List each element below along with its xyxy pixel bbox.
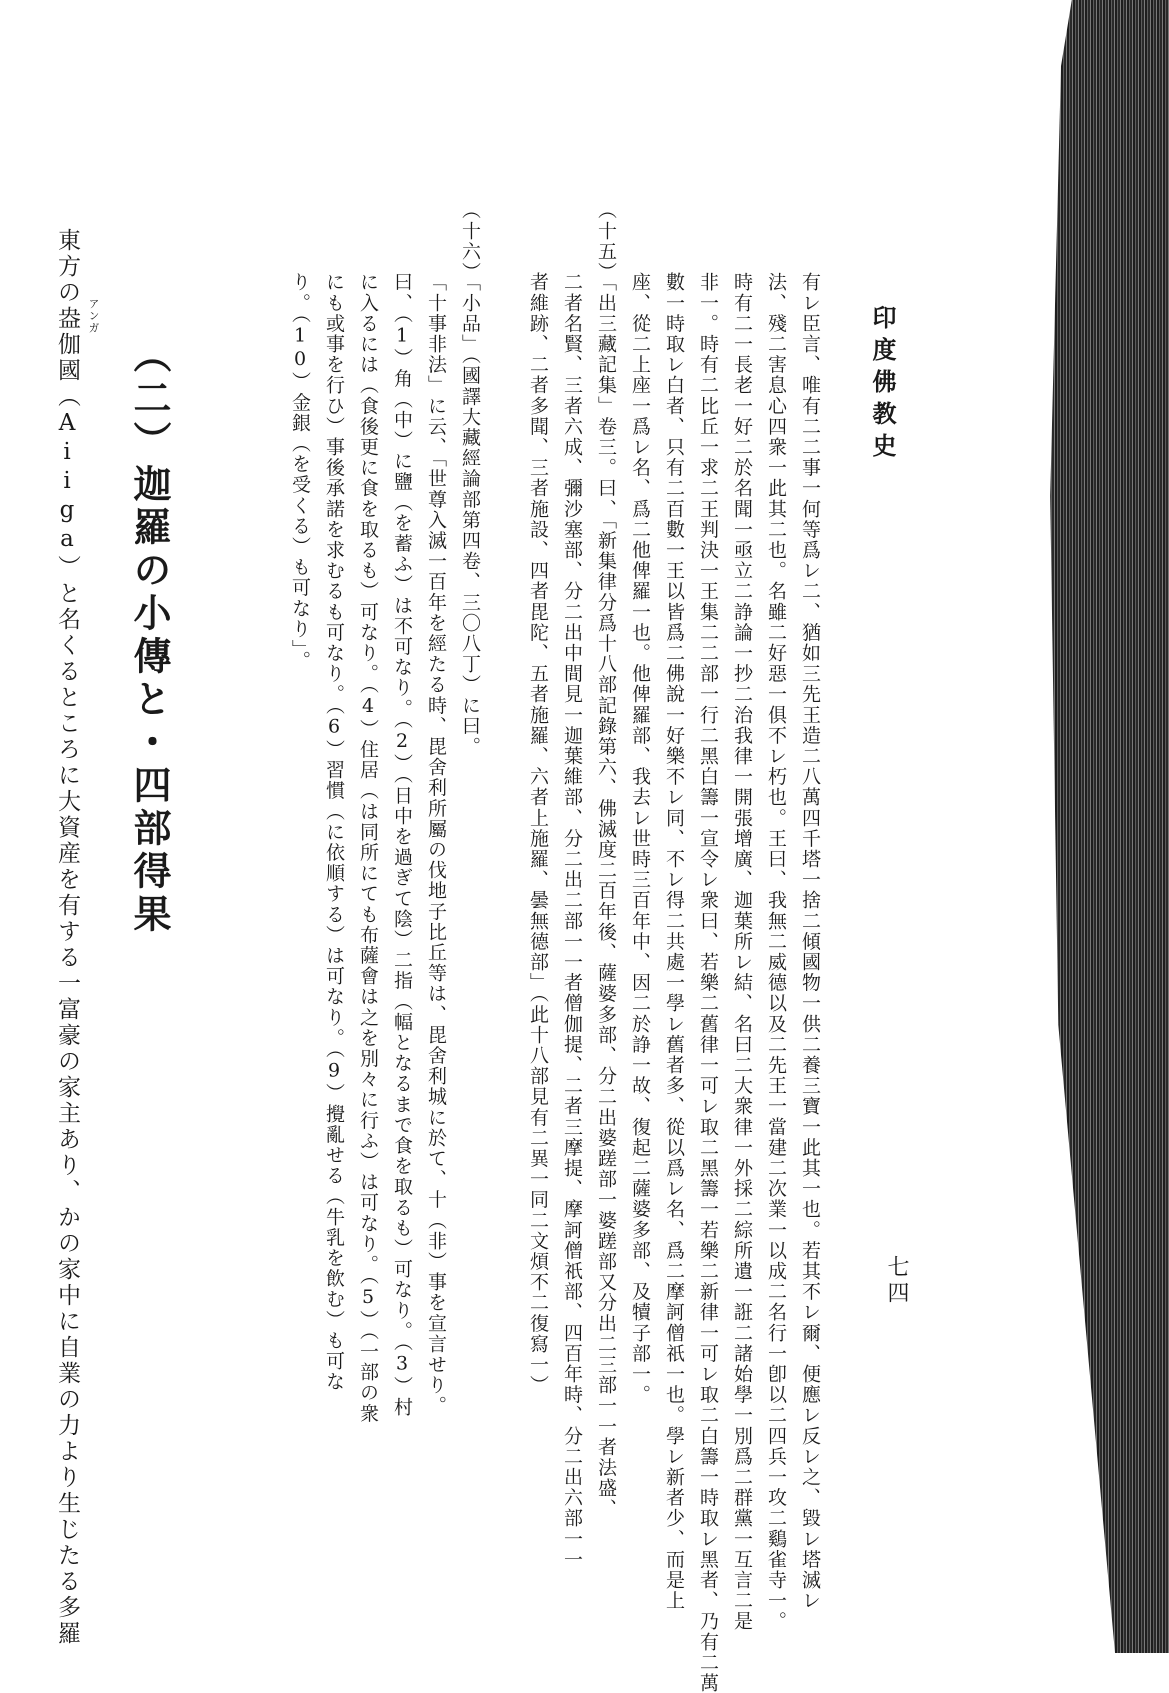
page-number: 七四	[884, 1255, 909, 1307]
text-column-3: 時有二一長老一好二於名聞一亟立二諍論一抄二治我律一開張增廣、迦葉所レ結、名曰二大衆律一外採二綜所遺一誑二諸始學一別爲二群黨一互言二是	[731, 272, 753, 1632]
text-column-2: 法、殘二害息心四衆一此其二也。名雖二好惡一俱不レ朽也。王曰、我無二威德以及二先王一當建二次業一以成二名行一卽以二四兵一攻二鷄雀寺一。	[765, 272, 787, 1632]
text-column-4: 非一。時有二比丘一求二王判決一王集二二部一行二黑白籌一宣令レ衆曰、若樂二舊律一可レ取二黑籌一若樂二新律一可レ取二白籌一時取レ黑者、乃有二萬	[697, 272, 719, 1693]
text-column-6: 座、從二上座一爲レ名、爲二他俾羅一也。他俾羅部、我去レ世時三百年中、因二於諍一故、復起二薩婆多部、及犢子部一。	[629, 272, 651, 1405]
text-column-13: に入るには（食後更に食を取るも）可なり。（4）住居（は同所にても布薩會は之を別々に行ふ）は可なり。（5）（一部の衆	[357, 272, 379, 1424]
note-label-16: （十六）	[459, 200, 481, 283]
text-column-12: 曰、（1）角（中）に鹽（を蓄ふ）は不可なり。（2）（日中を過ぎて陰）二指（幅となるまで食を取るも）可なり。（3）村	[391, 272, 413, 1418]
ruby-anga: アンガ	[87, 298, 100, 334]
text-column-5: 數一時取レ白者、只有二百數一王以皆爲二佛說一好樂不レ同、不レ得二共處一學レ舊者多、從以爲レ名、爲二摩訶僧祇一也。學レ新者少、而是上	[663, 272, 685, 1611]
section-heading: （二）迦羅の小傳と・四部得果	[127, 335, 172, 937]
text-column-10: 「小品」（國譯大藏經論部第四卷、三〇八丁）に曰。	[459, 272, 481, 757]
text-column-8: 二者名賢、三者六成、彌沙塞部、分二出中間見一迦葉維部、分二出二部一一者僧伽提、二者三摩提、摩訶僧祇部、四百年時、分二出六部一一	[561, 272, 583, 1570]
book-page-edges	[1034, 0, 1169, 1653]
body-text-column-1: 東方の盎伽國（Aiiga）と名くるところに大資産を有する一富豪の家主あり、かの家中に自業の力より生じたる多羅	[54, 228, 80, 1647]
text-column-1: 有レ臣言、唯有二二事一何等爲レ二、猶如三先王造二八萬四千塔一捨二傾國物一供二養三寶一此其一也。若其不レ爾、便應レ反レ之、毀レ塔滅レ	[799, 272, 821, 1611]
text-column-14: にも或事を行ひ）事後承諾を求むるも可なり。（6）習慣（に依順する）は可なり。（9）攪亂せる（牛乳を飲む）も可な	[323, 272, 345, 1392]
running-header-title: 印度佛教史	[868, 305, 897, 465]
text-column-7: 「出三藏記集」卷三。曰、「新集律分爲十八部記錄第六、佛滅度二百年後、薩婆多部、分二出婆蹉部一婆蹉部又分出二三部一一者法盛、	[595, 272, 617, 1520]
note-label-15: （十五）	[595, 200, 617, 283]
text-column-15: り。（10）金銀（を受くる）も可なり」。	[289, 272, 311, 671]
text-column-9: 者維跡、二者多聞、三者施設、四者毘陀、五者施羅、六者上施羅、曇無德部」（此十八部見有二異一同二文煩不二復寫一）	[527, 272, 549, 1396]
text-column-11: 「十事非法」に云、「世尊入滅一百年を經たる時、毘舍利所屬の伐地子比丘等は、毘舍利城に於て、十（非）事を宣言せり。	[425, 272, 447, 1417]
